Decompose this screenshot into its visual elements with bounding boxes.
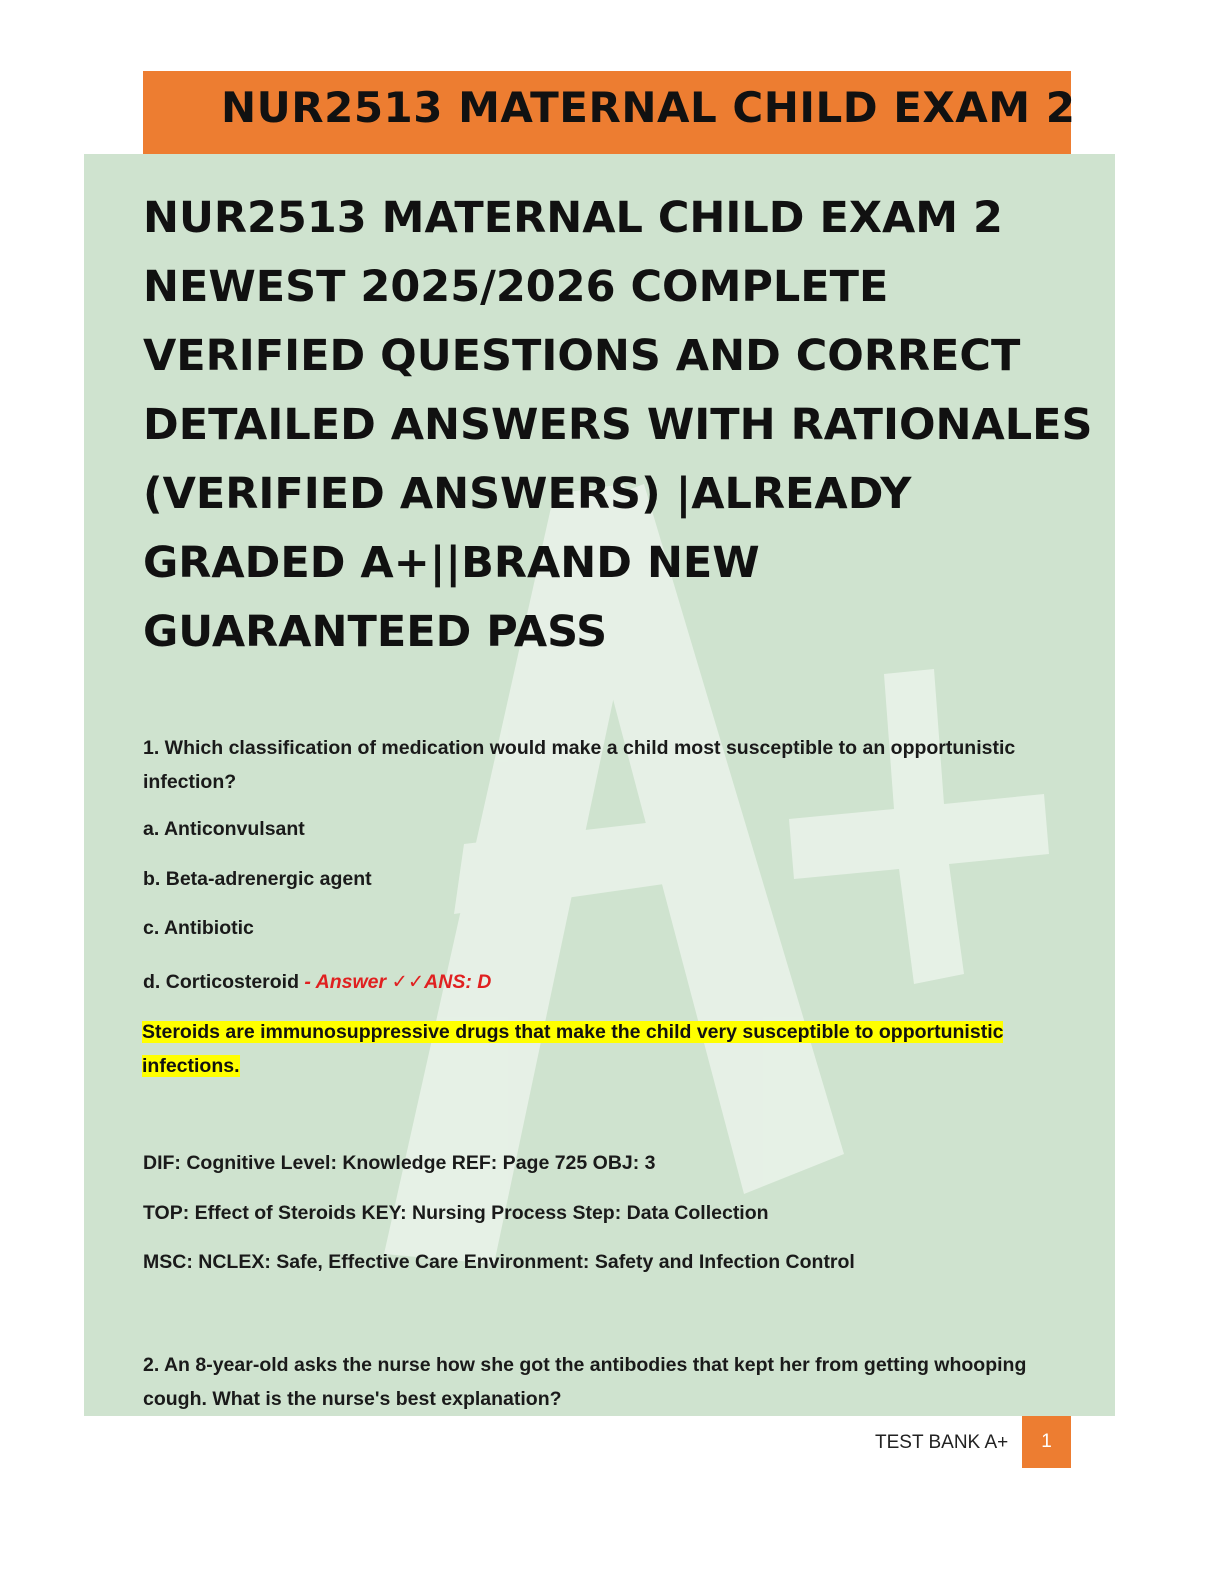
rationale [142,1015,1092,1083]
question-1-option-a: a. Anticonvulsant [143,818,305,840]
question-1-meta-top: TOP: Effect of Steroids KEY: Nursing Process Step: Data Collection [143,1202,769,1224]
question-1-meta-msc: MSC: NCLEX: Safe, Effective Care Environment: Safety and Infection Control [143,1251,855,1273]
rationale-text: Steroids are immunosuppressive drugs that make the child very susceptible to opportunistic infections. [142,1021,1004,1077]
question-1-option-c: c. Antibiotic [143,917,254,939]
question-1-option-b: b. Beta-adrenergic agent [143,868,372,890]
question-1-option-d-row [143,970,491,994]
question-1-option-d: d. Corticosteroid [143,971,300,993]
footer-label: TEST BANK A+ [875,1432,1009,1453]
answer-marker: - Answer ✓✓ANS: D [299,971,492,993]
header-title: NUR2513 MATERNAL CHILD EXAM 2 [221,83,1076,132]
document-title: NUR2513 MATERNAL CHILD EXAM 2 NEWEST 2025/2026 COMPLETE VERIFIED QUESTIONS AND CORRECT DETAILED ANSWERS WITH RATIONALES (VERIFIED ANSWERS) |ALREADY GRADED A+||BRAND NEW GUARANTEED PASS [143,193,1093,657]
content-area [84,154,1115,1416]
header-band [143,71,1076,154]
question-1-text: 1. Which classification of medication would make a child most susceptible to an opportunistic infection? [143,737,1016,793]
question-1-meta-dif: DIF: Cognitive Level: Knowledge REF: Page 725 OBJ: 3 [143,1152,656,1174]
question-2-text: 2. An 8-year-old asks the nurse how she got the antibodies that kept her from getting whooping cough. What is the nurse's best explanation? [143,1354,1027,1410]
page-number: 1 [1022,1416,1071,1468]
